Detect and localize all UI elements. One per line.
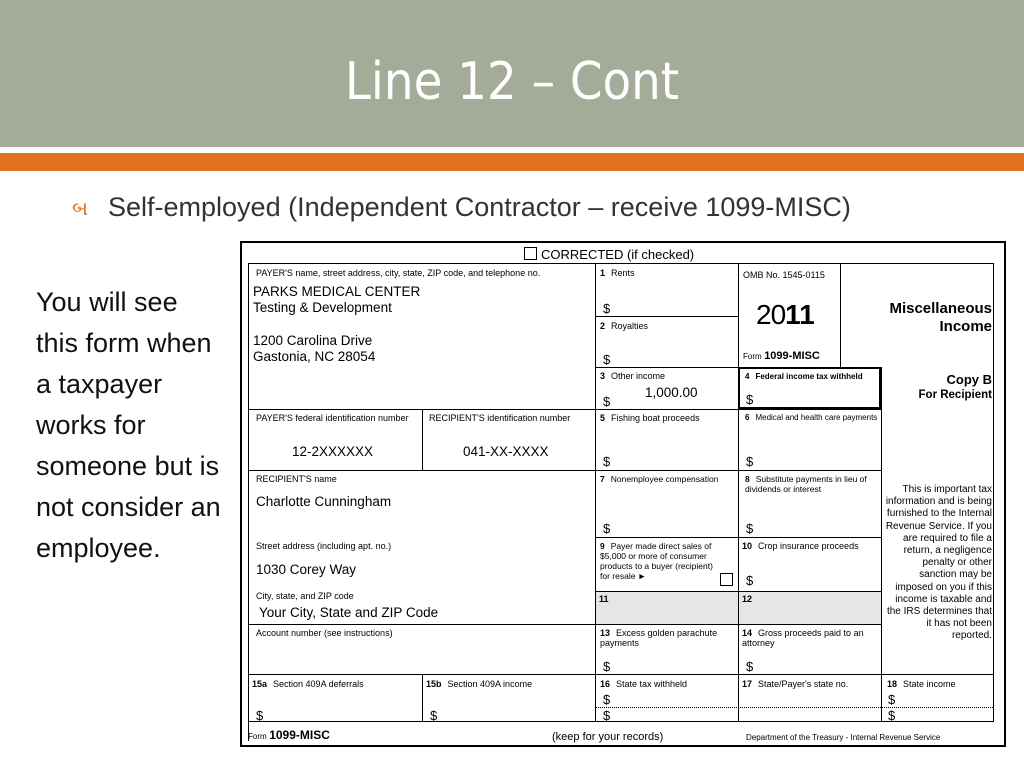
box7-dollar: $ bbox=[603, 521, 611, 536]
grid-line bbox=[248, 263, 994, 264]
grid-line bbox=[248, 721, 994, 722]
box15b-label: 15b Section 409A income bbox=[426, 679, 533, 689]
form-1099-misc bbox=[240, 241, 1006, 747]
recipient-id: 041-XX-XXXX bbox=[463, 444, 549, 459]
copy-b: Copy B bbox=[946, 372, 992, 387]
for-recipient: For Recipient bbox=[918, 389, 992, 401]
payer-fid: 12-2XXXXXX bbox=[292, 444, 374, 459]
box5-dollar: $ bbox=[603, 454, 611, 469]
grid-line bbox=[248, 409, 882, 410]
box6-label: 6 Medical and health care payments bbox=[745, 413, 878, 422]
payer-fid-label: PAYER'S federal identification number bbox=[256, 413, 409, 423]
payer-name: PARKS MEDICAL CENTER bbox=[253, 284, 421, 299]
box3-label: 3 Other income bbox=[600, 371, 666, 381]
grid-line bbox=[595, 537, 881, 538]
box3-dollar: $ bbox=[603, 394, 611, 409]
grid-line bbox=[248, 470, 882, 471]
city-state-zip: Your City, State and ZIP Code bbox=[259, 605, 439, 620]
city-label: City, state, and ZIP code bbox=[256, 591, 354, 601]
box18-label: 18 State income bbox=[887, 679, 956, 689]
footer-form-name: Form 1099-MISC bbox=[248, 728, 330, 742]
box8-dollar: $ bbox=[746, 521, 754, 536]
fleuron-bullet-icon: બ bbox=[72, 196, 89, 220]
box11-label: 11 bbox=[599, 594, 609, 604]
box12-label: 12 bbox=[742, 594, 753, 604]
box13-dollar: $ bbox=[603, 659, 611, 674]
grid-line bbox=[248, 674, 994, 675]
misc-title-line2: Income bbox=[939, 318, 992, 335]
grid-line bbox=[595, 263, 596, 721]
box16-dollar: $ bbox=[603, 692, 611, 707]
corrected-label: CORRECTED (if checked) bbox=[541, 247, 695, 262]
box12-shade bbox=[739, 592, 881, 624]
box10-label: 10 Crop insurance proceeds bbox=[742, 541, 859, 551]
state-divider bbox=[596, 707, 993, 708]
box4-dollar: $ bbox=[746, 392, 754, 407]
recipient-name: Charlotte Cunningham bbox=[256, 494, 392, 509]
box4-label: 4 Federal income tax withheld bbox=[745, 372, 863, 381]
omb-number: OMB No. 1545-0115 bbox=[743, 270, 825, 280]
account-label: Account number (see instructions) bbox=[256, 628, 393, 638]
box18-dollar: $ bbox=[888, 692, 896, 707]
bullet-text: Self-employed (Independent Contractor – receive 1099-MISC) bbox=[108, 192, 851, 222]
recipient-id-label: RECIPIENT'S identification number bbox=[429, 413, 571, 423]
tax-year: 2011 bbox=[756, 299, 815, 330]
box11-shade bbox=[596, 592, 738, 624]
box2-label: 2 Royalties bbox=[600, 321, 649, 331]
box15b-dollar: $ bbox=[430, 708, 438, 723]
form-name-label: Form 1099-MISC bbox=[743, 350, 820, 362]
grid-line bbox=[993, 263, 994, 721]
box13-label: 13 Excess golden parachute payments bbox=[600, 628, 718, 648]
box1-dollar: $ bbox=[603, 301, 611, 316]
payer-street: 1200 Carolina Drive bbox=[253, 333, 373, 348]
footer-department: Department of the Treasury - Internal Revenue Service bbox=[746, 733, 941, 742]
slide-title: Line 12 – Cont bbox=[344, 52, 680, 112]
box15a-dollar: $ bbox=[256, 708, 264, 723]
payer-subname: Testing & Development bbox=[253, 300, 392, 315]
street-address: 1030 Corey Way bbox=[256, 562, 357, 577]
box5-label: 5 Fishing boat proceeds bbox=[600, 413, 700, 423]
accent-bar bbox=[0, 153, 1024, 171]
corrected-checkbox[interactable] bbox=[524, 247, 537, 260]
important-notice: This is important tax information and is being furnished to the Internal Revenue Service. If you are required to file a return, a negligence penalty or other sanction may be imposed on you if this income is taxable and the IRS determines that it has not been reported. bbox=[885, 484, 992, 642]
grid-line bbox=[248, 624, 882, 625]
box8-label: 8 Substitute payments in lieu of dividends or interest bbox=[745, 474, 867, 494]
box14-label: 14 Gross proceeds paid to an attorney bbox=[742, 628, 864, 648]
box2-dollar: $ bbox=[603, 352, 611, 367]
grid-line bbox=[738, 263, 739, 721]
payer-label: PAYER'S name, street address, city, state, ZIP code, and telephone no. bbox=[256, 268, 541, 278]
box6-dollar: $ bbox=[746, 454, 754, 469]
box9-checkbox[interactable] bbox=[720, 573, 733, 586]
box3-value: 1,000.00 bbox=[645, 385, 698, 400]
misc-title-line1: Miscellaneous bbox=[889, 300, 992, 317]
grid-line bbox=[881, 367, 882, 721]
grid-line bbox=[422, 409, 423, 470]
box7-label: 7 Nonemployee compensation bbox=[600, 474, 719, 484]
box18-dollar-2: $ bbox=[888, 708, 896, 723]
footer-keep: (keep for your records) bbox=[552, 731, 664, 743]
payer-city: Gastonia, NC 28054 bbox=[253, 349, 376, 364]
box9-label: 9 Payer made direct sales of $5,000 or more of consumer products to a buyer (recipient) for resale ► bbox=[600, 541, 713, 581]
box10-dollar: $ bbox=[746, 573, 754, 588]
box17-label: 17 State/Payer's state no. bbox=[742, 679, 849, 689]
grid-line bbox=[840, 263, 841, 367]
box14-dollar: $ bbox=[746, 659, 754, 674]
grid-line bbox=[422, 674, 423, 721]
box1-label: 1 Rents bbox=[600, 268, 635, 278]
box15a-label: 15a Section 409A deferrals bbox=[252, 679, 364, 689]
box16-label: 16 State tax withheld bbox=[600, 679, 688, 689]
grid-line bbox=[595, 316, 738, 317]
grid-line bbox=[248, 263, 249, 741]
recipient-name-label: RECIPIENT'S name bbox=[256, 474, 337, 484]
box16-dollar-2: $ bbox=[603, 708, 611, 723]
street-label: Street address (including apt. no.) bbox=[256, 541, 392, 551]
side-note: You will see this form when a taxpayer works for someone but is not consider an employee. bbox=[36, 287, 221, 563]
